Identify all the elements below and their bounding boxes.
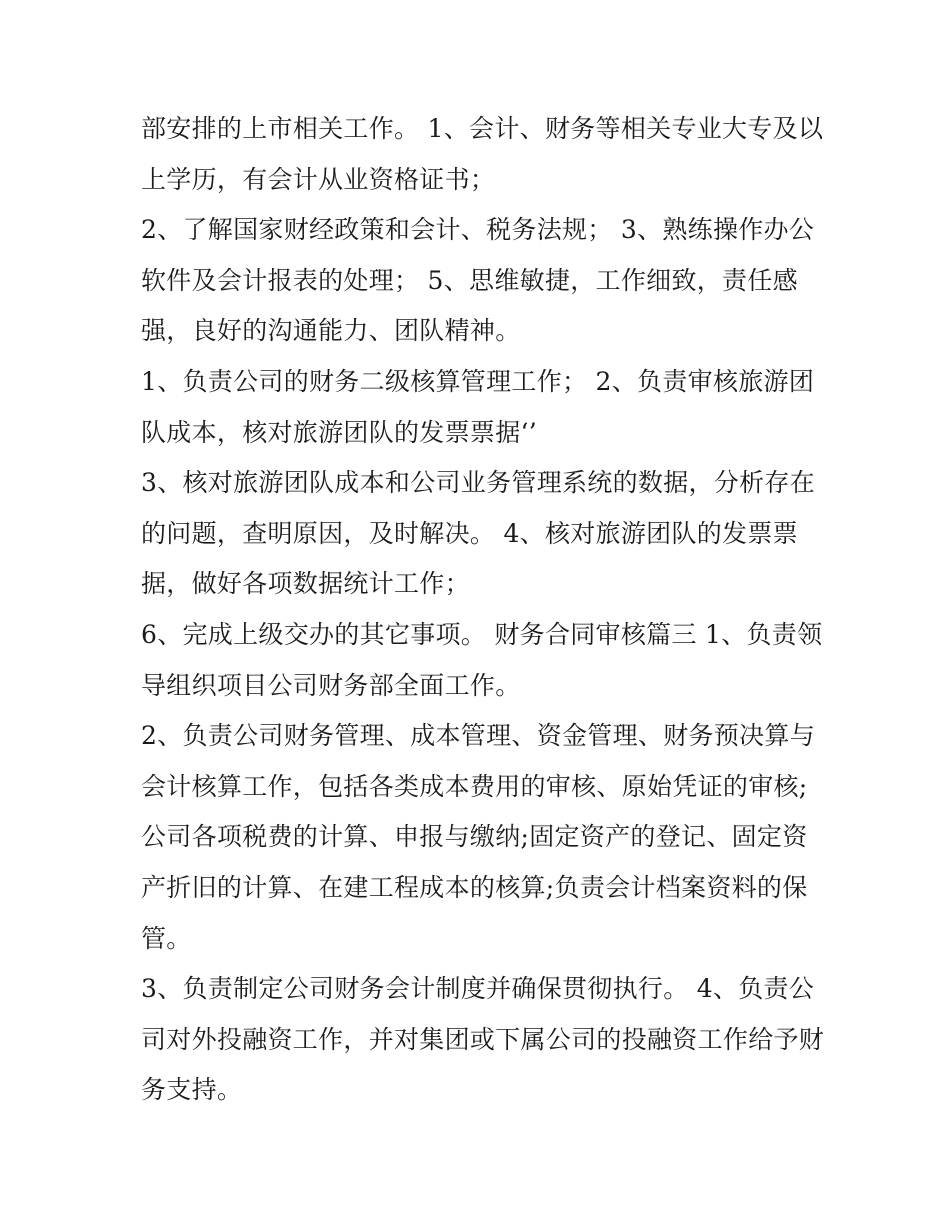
text-line: 产折旧的计算、在建工程成本的核算;负责会计档案资料的保: [141, 872, 808, 902]
text-line: 的问题，查明原因，及时解决。 4、核对旅游团队的发票票: [141, 518, 798, 548]
paragraph-accounting-system: [141, 964, 825, 1116]
paragraph-duties-6: [141, 610, 823, 711]
text-line: 2、负责公司财务管理、成本管理、资金管理、财务预决算与: [141, 721, 816, 751]
text-line: 队成本，核对旅游团队的发票票据‘’: [141, 417, 537, 447]
text-line: 2、了解国家财经政策和会计、税务法规； 3、熟练操作办公: [141, 215, 815, 245]
paragraph-finance-management: [141, 711, 816, 964]
text-line: 上学历，有会计从业资格证书；: [141, 164, 496, 194]
text-line: 导组织项目公司财务部全面工作。: [141, 670, 521, 700]
paragraph-duties-1: [141, 357, 815, 458]
text-line: 软件及会计报表的处理； 5、思维敏捷，工作细致，责任感: [141, 265, 798, 295]
paragraph-requirements: [141, 205, 815, 357]
text-line: 管。: [141, 923, 192, 953]
text-line: 部安排的上市相关工作。 1、会计、财务等相关专业大专及以: [141, 114, 824, 143]
text-line: 公司各项税费的计算、申报与缴纳;固定资产的登记、固定资: [141, 822, 808, 852]
paragraph-duties-3: [141, 458, 816, 610]
text-line: 3、负责制定公司财务会计制度并确保贯彻执行。 4、负责公: [141, 974, 815, 1004]
text-line: 据，做好各项数据统计工作；: [141, 569, 470, 599]
text-line: 1、负责公司的财务二级核算管理工作； 2、负责审核旅游团: [141, 366, 815, 396]
paragraph-listing-intro: [141, 104, 824, 205]
text-line: 3、核对旅游团队成本和公司业务管理系统的数据，分析存在: [141, 468, 816, 498]
document-body: [141, 104, 825, 1116]
text-line: 强，良好的沟通能力、团队精神。: [141, 316, 521, 346]
text-line: 6、完成上级交办的其它事项。 财务合同审核篇三 1、负责领: [141, 619, 823, 649]
text-line: 务支持。: [141, 1075, 243, 1105]
text-line: 司对外投融资工作，并对集团或下属公司的投融资工作给予财: [141, 1024, 825, 1054]
text-line: 会计核算工作，包括各类成本费用的审核、原始凭证的审核;: [141, 771, 808, 801]
